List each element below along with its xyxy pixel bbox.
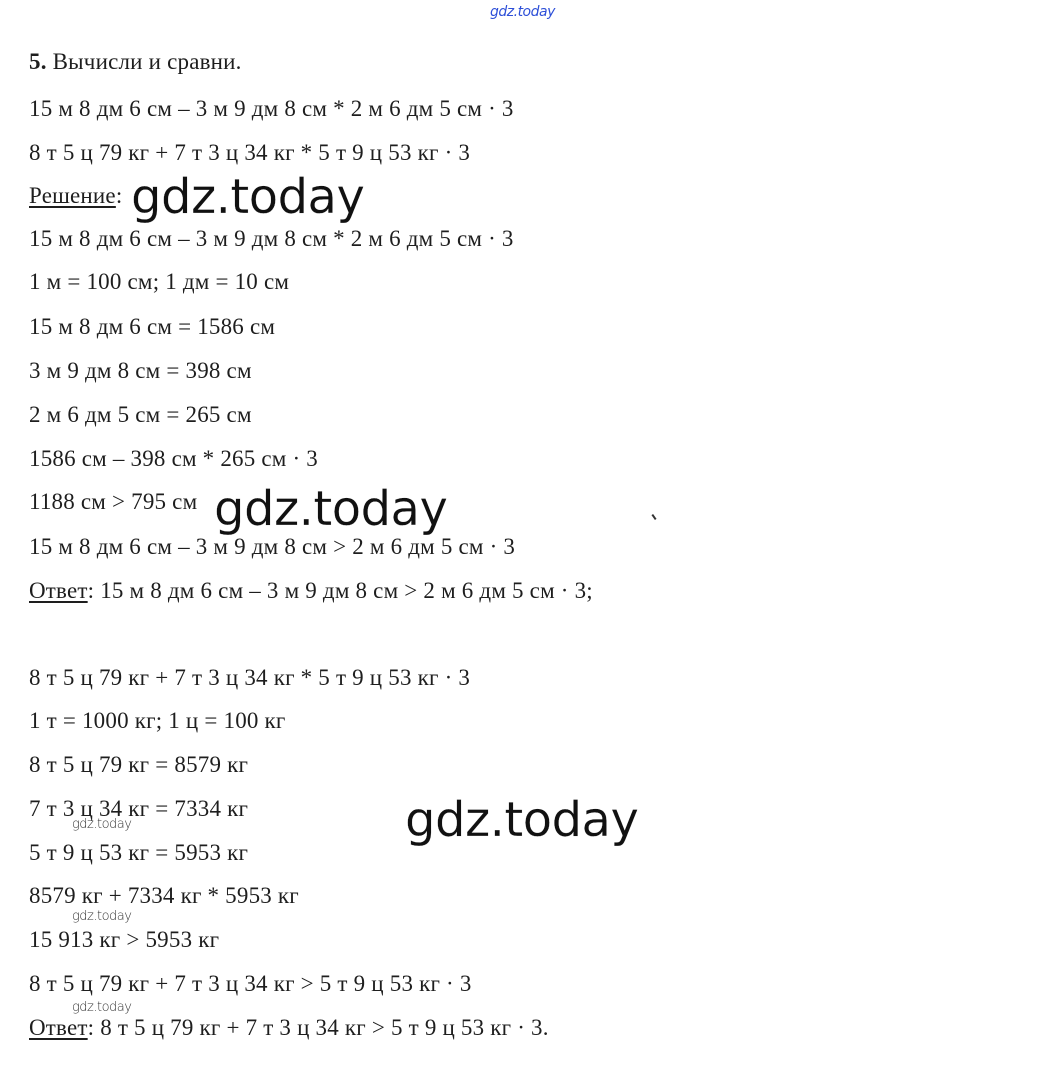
watermark-small: gdz.today [72,817,132,832]
task-number: 5. [29,49,47,74]
solution-line: 8 т 5 ц 79 кг + 7 т 3 ц 34 кг > 5 т 9 ц 53 кг · 3 [29,971,472,996]
solution-line: 15 м 8 дм 6 см = 1586 см [29,314,276,339]
watermark-large: gdz.today [405,792,639,848]
watermark-large: gdz.today [131,169,365,225]
solution-heading [29,182,122,210]
solution-line: 1 м = 100 см; 1 дм = 10 см [29,269,290,294]
task-title: Вычисли и сравни. [52,49,242,74]
solution-line: 15 913 кг > 5953 кг [29,927,220,952]
watermark-small: gdz.today [72,1000,132,1015]
solution-colon: : [115,183,123,208]
solution-line: 8579 кг + 7334 кг * 5953 кг [29,883,299,908]
solution-line: 2 м 6 дм 5 см = 265 см [29,402,252,427]
solution-line: 5 т 9 ц 53 кг = 5953 кг [29,840,249,865]
task-expression-1: 15 м 8 дм 6 см – 3 м 9 дм 8 см * 2 м 6 дм 5 см · 3 [29,96,514,121]
answer-1 [29,577,593,605]
answer-label: Ответ [29,578,88,603]
answer-text: : 15 м 8 дм 6 см – 3 м 9 дм 8 см > 2 м 6 дм 5 см · 3; [87,578,593,603]
solution-line: 1188 см > 795 см [29,489,198,514]
solution-line: 3 м 9 дм 8 см = 398 см [29,358,252,383]
solution-line: 1586 см – 398 см * 265 см · 3 [29,446,318,471]
solution-line: 8 т 5 ц 79 кг + 7 т 3 ц 34 кг * 5 т 9 ц 53 кг · 3 [29,665,471,690]
solution-line: 7 т 3 ц 34 кг = 7334 кг [29,796,249,821]
answer-text: : 8 т 5 ц 79 кг + 7 т 3 ц 34 кг > 5 т 9 ц 53 кг · 3. [87,1015,549,1040]
answer-2 [29,1014,549,1042]
watermark-large: gdz.today [214,481,448,537]
solution-label: Решение [29,183,116,208]
answer-label: Ответ [29,1015,88,1040]
solution-line: 15 м 8 дм 6 см – 3 м 9 дм 8 см > 2 м 6 дм 5 см · 3 [29,534,516,559]
scan-speck [651,514,656,520]
watermark-top: gdz.today [490,4,555,20]
solution-line: 8 т 5 ц 79 кг = 8579 кг [29,752,249,777]
solution-line: 1 т = 1000 кг; 1 ц = 100 кг [29,708,286,733]
watermark-small: gdz.today [72,909,132,924]
task-expression-2: 8 т 5 ц 79 кг + 7 т 3 ц 34 кг * 5 т 9 ц 53 кг · 3 [29,140,471,165]
solution-line: 15 м 8 дм 6 см – 3 м 9 дм 8 см * 2 м 6 дм 5 см · 3 [29,226,514,251]
task-heading [29,48,242,76]
